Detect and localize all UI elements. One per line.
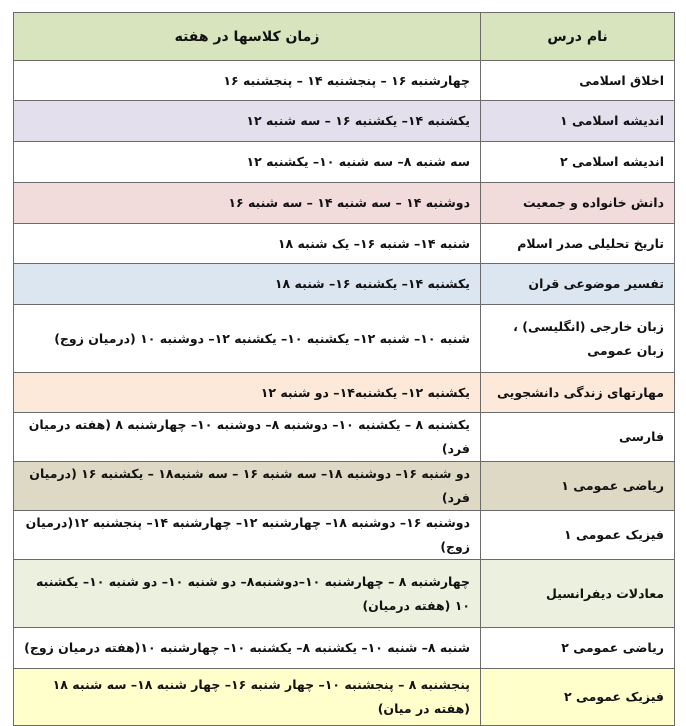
course-name-cell: فارسی (481, 413, 675, 462)
course-name-cell: فیزیک عمومی ۲ (481, 669, 675, 726)
schedule-table-wrapper (13, 12, 674, 726)
table-row (14, 511, 675, 560)
class-time-cell: دوشنبه ۱۶– دوشنبه ۱۸– چهارشنبه ۱۲– چهارشنبه ۱۴– پنجشنبه ۱۲(درمیان زوج) (14, 511, 481, 560)
course-name-cell: اندیشه اسلامی ۱ (481, 101, 675, 142)
table-row (14, 305, 675, 373)
table-row (14, 669, 675, 726)
class-time-cell: چهارشنبه ۸ – چهارشنبه ۱۰–دوشنبه۸– دو شنبه ۱۰– دو شنبه ۱۰– یکشنبه ۱۰ (هفته درمیان) (14, 560, 481, 628)
course-name-cell: زبان خارجی (انگلیسی) ، زبان عمومی (481, 305, 675, 373)
class-time-cell: یکشنبه ۱۴– یکشنبه ۱۶ – سه شنبه ۱۲ (14, 101, 481, 142)
table-row (14, 373, 675, 413)
header-time: زمان کلاسها در هفته (14, 13, 481, 61)
table-header-row (14, 13, 675, 61)
class-time-cell: شنبه ۸– شنبه ۱۰– یکشنبه ۸– یکشنبه ۱۰– چهارشنبه ۱۰(هفته درمیان زوج) (14, 628, 481, 669)
course-name-cell: ریاضی عمومی ۱ (481, 462, 675, 511)
table-row (14, 462, 675, 511)
course-name-cell: تفسیر موضوعی قران (481, 264, 675, 305)
class-time-cell: چهارشنبه ۱۶ – پنجشنبه ۱۴ – پنجشنبه ۱۶ (14, 61, 481, 101)
class-time-cell: شنبه ۱۴– شنبه ۱۶– یک شنبه ۱۸ (14, 224, 481, 264)
course-name-cell: ریاضی عمومی ۲ (481, 628, 675, 669)
class-time-cell: شنبه ۱۰– شنبه ۱۲– یکشنبه ۱۰– یکشنبه ۱۲– دوشنبه ۱۰ (درمیان زوج) (14, 305, 481, 373)
course-name-cell: فیزیک عمومی ۱ (481, 511, 675, 560)
table-row (14, 560, 675, 628)
class-time-cell: سه شنبه ۸– سه شنبه ۱۰– یکشنبه ۱۲ (14, 142, 481, 183)
table-row (14, 142, 675, 183)
table-body (14, 61, 675, 726)
class-time-cell: دو شنبه ۱۶– دوشنبه ۱۸– سه شنبه ۱۶ – سه شنبه۱۸ – یکشنبه ۱۶ (درمیان فرد) (14, 462, 481, 511)
table-row (14, 628, 675, 669)
class-time-cell: دوشنبه ۱۴ – سه شنبه ۱۴ – سه شنبه ۱۶ (14, 183, 481, 224)
header-course: نام درس (481, 13, 675, 61)
class-time-cell: یکشنبه ۸ – یکشنبه ۱۰– دوشنبه ۸– دوشنبه ۱۰– چهارشنبه ۸ (هفته درمیان فرد) (14, 413, 481, 462)
table-row (14, 101, 675, 142)
class-time-cell: یکشنبه ۱۴– یکشنبه ۱۶– شنبه ۱۸ (14, 264, 481, 305)
table-row (14, 413, 675, 462)
schedule-table (13, 12, 675, 726)
class-time-cell: پنجشنبه ۸ – پنجشنبه ۱۰– چهار شنبه ۱۶– چهار شنبه ۱۸– سه شنبه ۱۸ (هفته در میان) (14, 669, 481, 726)
course-name-cell: اندیشه اسلامی ۲ (481, 142, 675, 183)
course-name-cell: مهارتهای زندگی دانشجویی (481, 373, 675, 413)
table-row (14, 183, 675, 224)
table-row (14, 224, 675, 264)
course-name-cell: دانش خانواده و جمعیت (481, 183, 675, 224)
class-time-cell: یکشنبه ۱۲– یکشنبه۱۴– دو شنبه ۱۲ (14, 373, 481, 413)
course-name-cell: اخلاق اسلامی (481, 61, 675, 101)
table-row (14, 61, 675, 101)
table-row (14, 264, 675, 305)
course-name-cell: تاریخ تحلیلی صدر اسلام (481, 224, 675, 264)
course-name-cell: معادلات دیفرانسیل (481, 560, 675, 628)
